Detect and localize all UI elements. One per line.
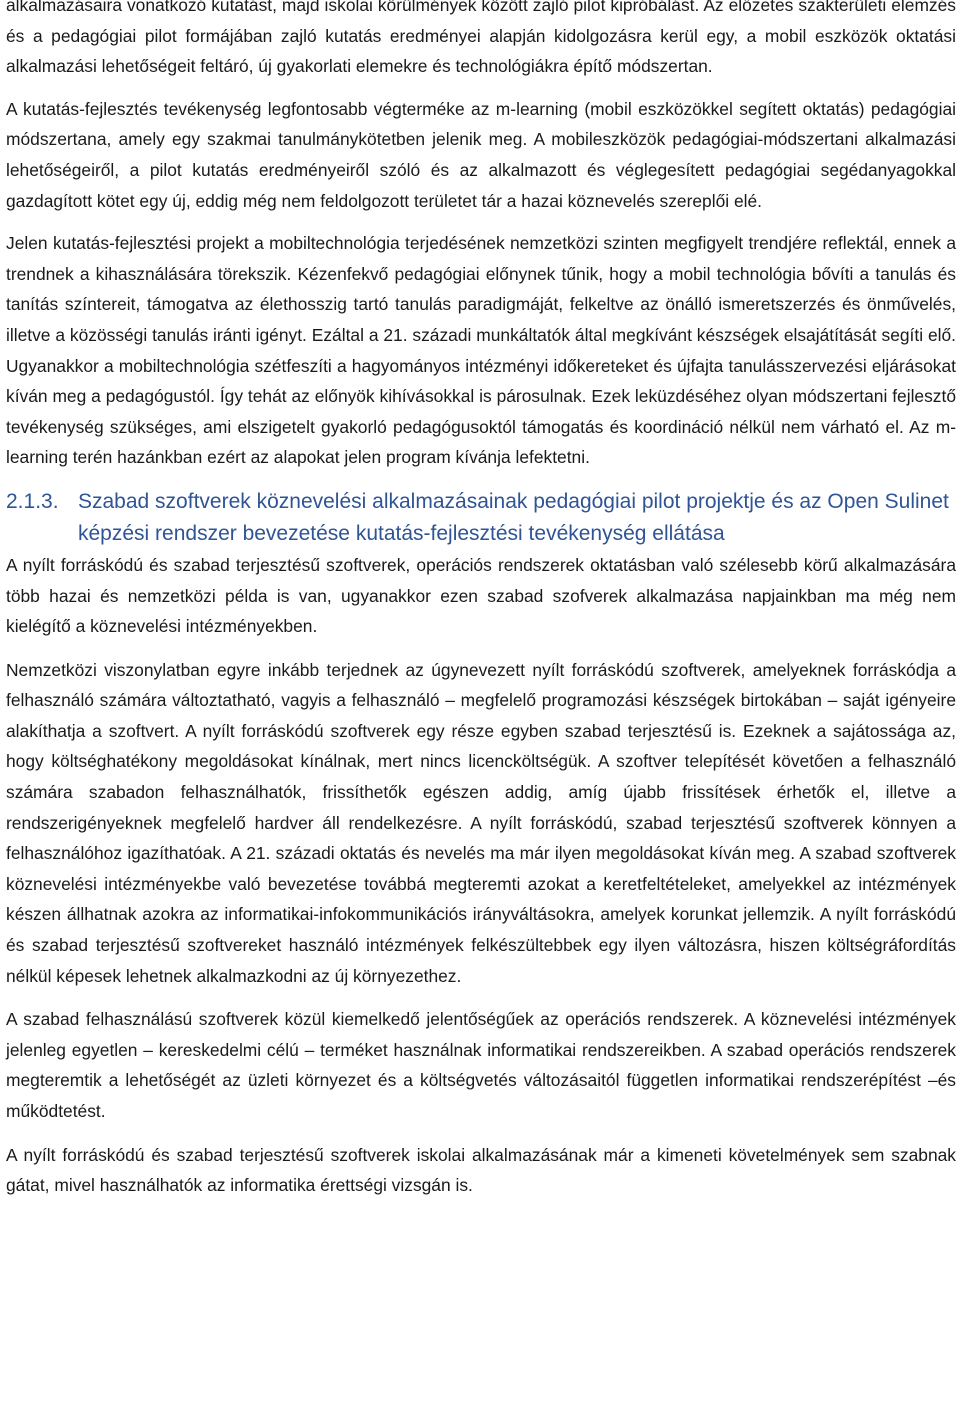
section-heading [6,486,956,550]
paragraph-operating-systems: A szabad felhasználású szoftverek közül kiemelkedő jelentőségűek az operációs rendszerek. A köznevelési intézmények jelenleg egyetlen – kereskedelmi célú – terméket használnak informatikai rendszereikben. A szabad operációs rendszerek megteremtik a lehetőségét az üzleti környezet és a költségvetés változásaitól független informatikai rendszerépítést –és működtetést. [6,1009,956,1121]
section-title: Szabad szoftverek köznevelési alkalmazásainak pedagógiai pilot projektje és az Open Sulinet képzési rendszer bevezetése kutatás-fejlesztési tevékenység ellátása [78,489,949,545]
paragraph-mobile-trend: Jelen kutatás-fejlesztési projekt a mobiltechnológia terjedésének nemzetközi szinten megfigyelt trendjére reflektál, ennek a trendnek a kihasználására törekszik. Kézenfekvő pedagógiai előnynek tűnik, hogy a mobil technológia bővíti a tanulás és tanítás színtereit, támogatva az élethosszig tartó tanulás paradigmáját, felkeltve az önálló ismeretszerzés és önművelés, illetve a közösségi tanulás iránti igényt. Ezáltal a 21. századi munkáltatók által megkívánt készségek elsajátítását segíti elő. Ugyanakkor a mobiltechnológia szétfeszíti a hagyományos intézményi időkereteket és újfajta tanulásszervezési eljárásokat kíván meg a pedagógustól. Így tehát az előnyök kihívásokkal is párosulnak. Ezek leküzdéséhez olyan módszertani fejlesztő tevékenység szükséges, ami elszigetelt gyakorló pedagógusoktól támogatás és koordináció nélkül nem várható el. Az m-learning terén hazánkban ezért az alapokat jelen program kívánja lefektetni. [6,233,956,468]
document-page [6,0,956,1201]
paragraph-open-source-international: Nemzetközi viszonylatban egyre inkább terjednek az úgynevezett nyílt forráskódú szoftverek, amelyeknek forráskódja a felhasználó számára változtatható, vagyis a felhasználó – megfelelő programozási készségek birtokában – saját igényeire alakíthatja a szoftvert. A nyílt forráskódú szoftverek egy része egyben szabad terjesztésű is. Ezeknek a sajátossága az, hogy költséghatékony megoldásokat kínálnak, mert nincs licencköltségük. A szoftver telepítését követően a felhasználó számára szabadon felhasználhatók, frissíthetők egészen addig, amíg újabb frissítések érhetők el, illetve a rendszerigényeknek megfelelő hardver áll rendelkezésre. A nyílt forráskódú, szabad terjesztésű szoftverek könnyen a felhasználóhoz igazíthatóak. A 21. századi oktatás és nevelés ma már ilyen megoldásokat kíván meg. A szabad szoftverek köznevelési intézményekbe való bevezetése továbbá megteremti azokat a keretfeltételeket, amelyekkel az intézmények készen állhatnak azokra az informatikai-infokommunikációs irányváltásokra, amelyek korunkat jellemzik. A nyílt forráskódú és szabad terjesztésű szoftvereket használó intézmények felkészültebbek egy ilyen változásra, hiszen költségráfordítás nélkül képesek lehetnek alkalmazkodni az új környezethez. [6,659,956,986]
section-number: 2.1.3. [6,489,59,513]
paragraph-intro-continuation: alkalmazásaira vonatkozó kutatást, majd iskolai körülmények között zajló pilot kipróbálást. Az előzetes szakterületi elemzés és a pedagógiai pilot formájában zajló kutatás eredményei alapján kidolgozásra kerül egy, a mobil eszközök oktatási alkalmazási lehetőségeit feltáró, új gyakorlati elemekre és technológiákra építő módszertan. [6,0,956,77]
paragraph-exam-requirements: A nyílt forráskódú és szabad terjesztésű szoftverek iskolai alkalmazásának már a kimeneti követelmények sem szabnak gátat, mivel használhatók az informatika érettségi vizsgán is. [6,1144,956,1196]
paragraph-mlearning-product: A kutatás-fejlesztés tevékenység legfontosabb végterméke az m-learning (mobil eszközökkel segített oktatás) pedagógiai módszertana, amely egy szakmai tanulmánykötetben jelenik meg. A mobileszközök pedagógiai-módszertani alkalmazási lehetőségeiről, a pilot kutatás eredményeiről szóló és az alkalmazott és véglegesített pedagógiai segédanyagokkal gazdagított kötet egy új, eddig még nem feldolgozott területet tár a hazai köznevelés szereplői elé. [6,98,956,211]
paragraph-open-source-intro: A nyílt forráskódú és szabad terjesztésű szoftverek, operációs rendszerek oktatásban való szélesebb körű alkalmazására több hazai és nemzetközi példa is van, ugyanakkor ezen szabad szofverek alkalmazása napjainkban ma még nem kielégítő a köznevelési intézményekben. [6,554,956,637]
